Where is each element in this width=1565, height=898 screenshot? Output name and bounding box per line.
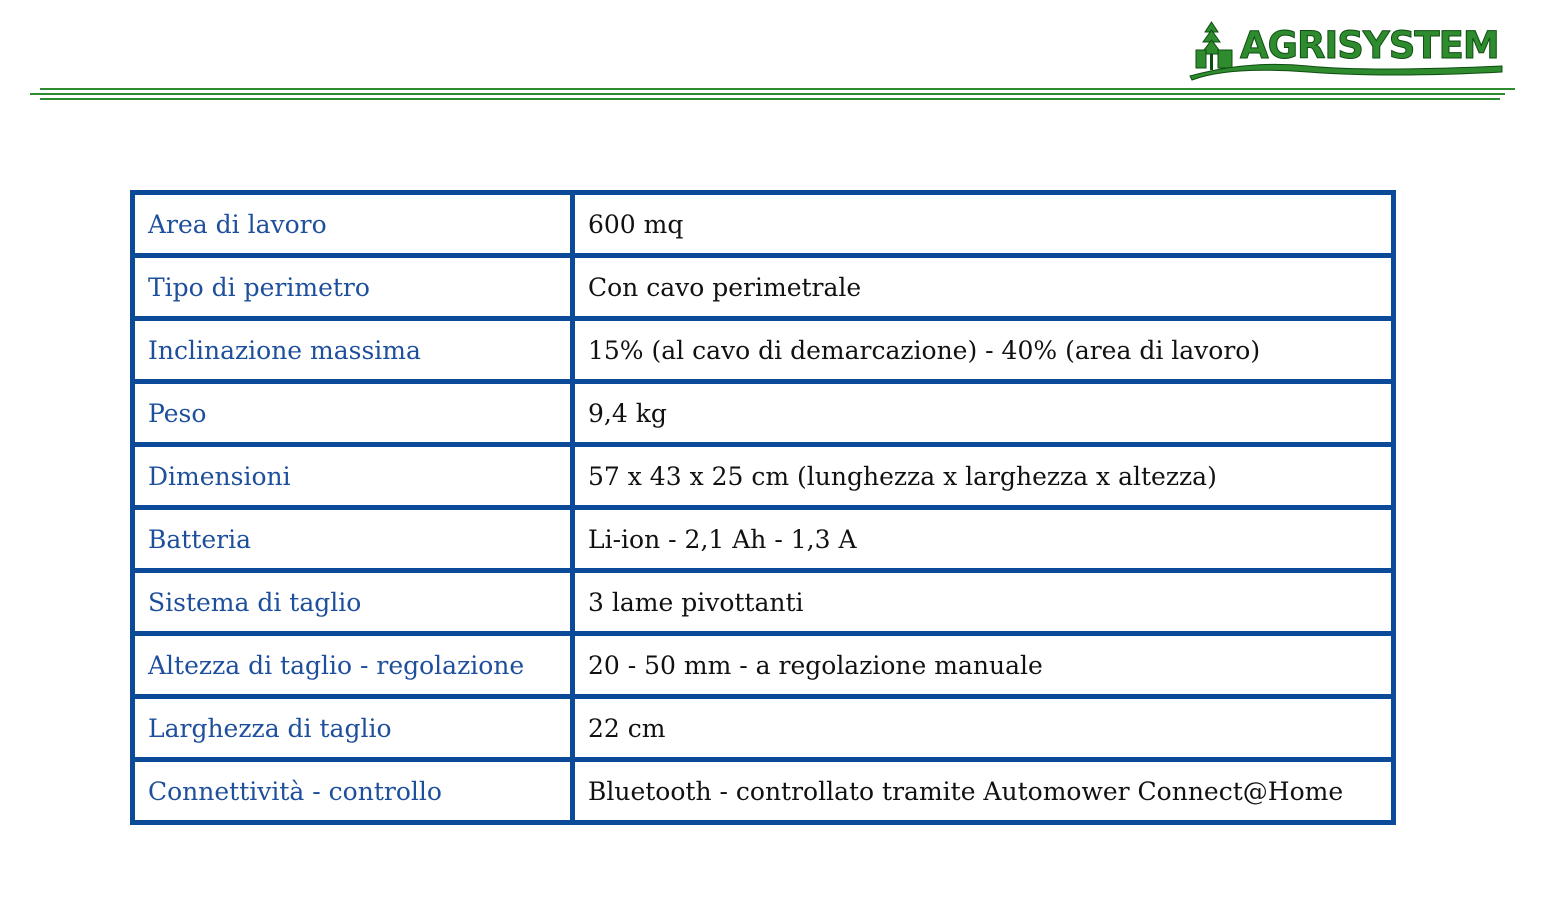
table-row	[133, 319, 1394, 382]
spec-label: Connettività - controllo	[133, 760, 573, 823]
spec-label: Batteria	[133, 508, 573, 571]
spec-value: 20 - 50 mm - a regolazione manuale	[573, 634, 1394, 697]
spec-table-body	[133, 193, 1394, 823]
spec-value: 3 lame pivottanti	[573, 571, 1394, 634]
spec-value: 15% (al cavo di demarcazione) - 40% (area di lavoro)	[573, 319, 1394, 382]
logo-text: AGRISYSTEM	[1240, 24, 1499, 67]
table-row	[133, 634, 1394, 697]
table-row	[133, 445, 1394, 508]
spec-value: Con cavo perimetrale	[573, 256, 1394, 319]
spec-label: Area di lavoro	[133, 193, 573, 256]
spec-label: Larghezza di taglio	[133, 697, 573, 760]
spec-label: Inclinazione massima	[133, 319, 573, 382]
spec-value: Bluetooth - controllato tramite Automower Connect@Home	[573, 760, 1394, 823]
spec-label: Altezza di taglio - regolazione	[133, 634, 573, 697]
table-row	[133, 382, 1394, 445]
spec-value: 22 cm	[573, 697, 1394, 760]
table-row	[133, 193, 1394, 256]
spec-table	[130, 190, 1396, 825]
table-row	[133, 508, 1394, 571]
agrisystem-logo	[1188, 20, 1506, 82]
spec-value: 600 mq	[573, 193, 1394, 256]
spec-label: Peso	[133, 382, 573, 445]
spec-label: Sistema di taglio	[133, 571, 573, 634]
table-row	[133, 571, 1394, 634]
spec-value: 57 x 43 x 25 cm (lunghezza x larghezza x altezza)	[573, 445, 1394, 508]
header-divider	[30, 86, 1515, 106]
spec-label: Dimensioni	[133, 445, 573, 508]
spec-label: Tipo di perimetro	[133, 256, 573, 319]
table-row	[133, 256, 1394, 319]
spec-value: Li-ion - 2,1 Ah - 1,3 A	[573, 508, 1394, 571]
table-row	[133, 697, 1394, 760]
spec-value: 9,4 kg	[573, 382, 1394, 445]
table-row	[133, 760, 1394, 823]
